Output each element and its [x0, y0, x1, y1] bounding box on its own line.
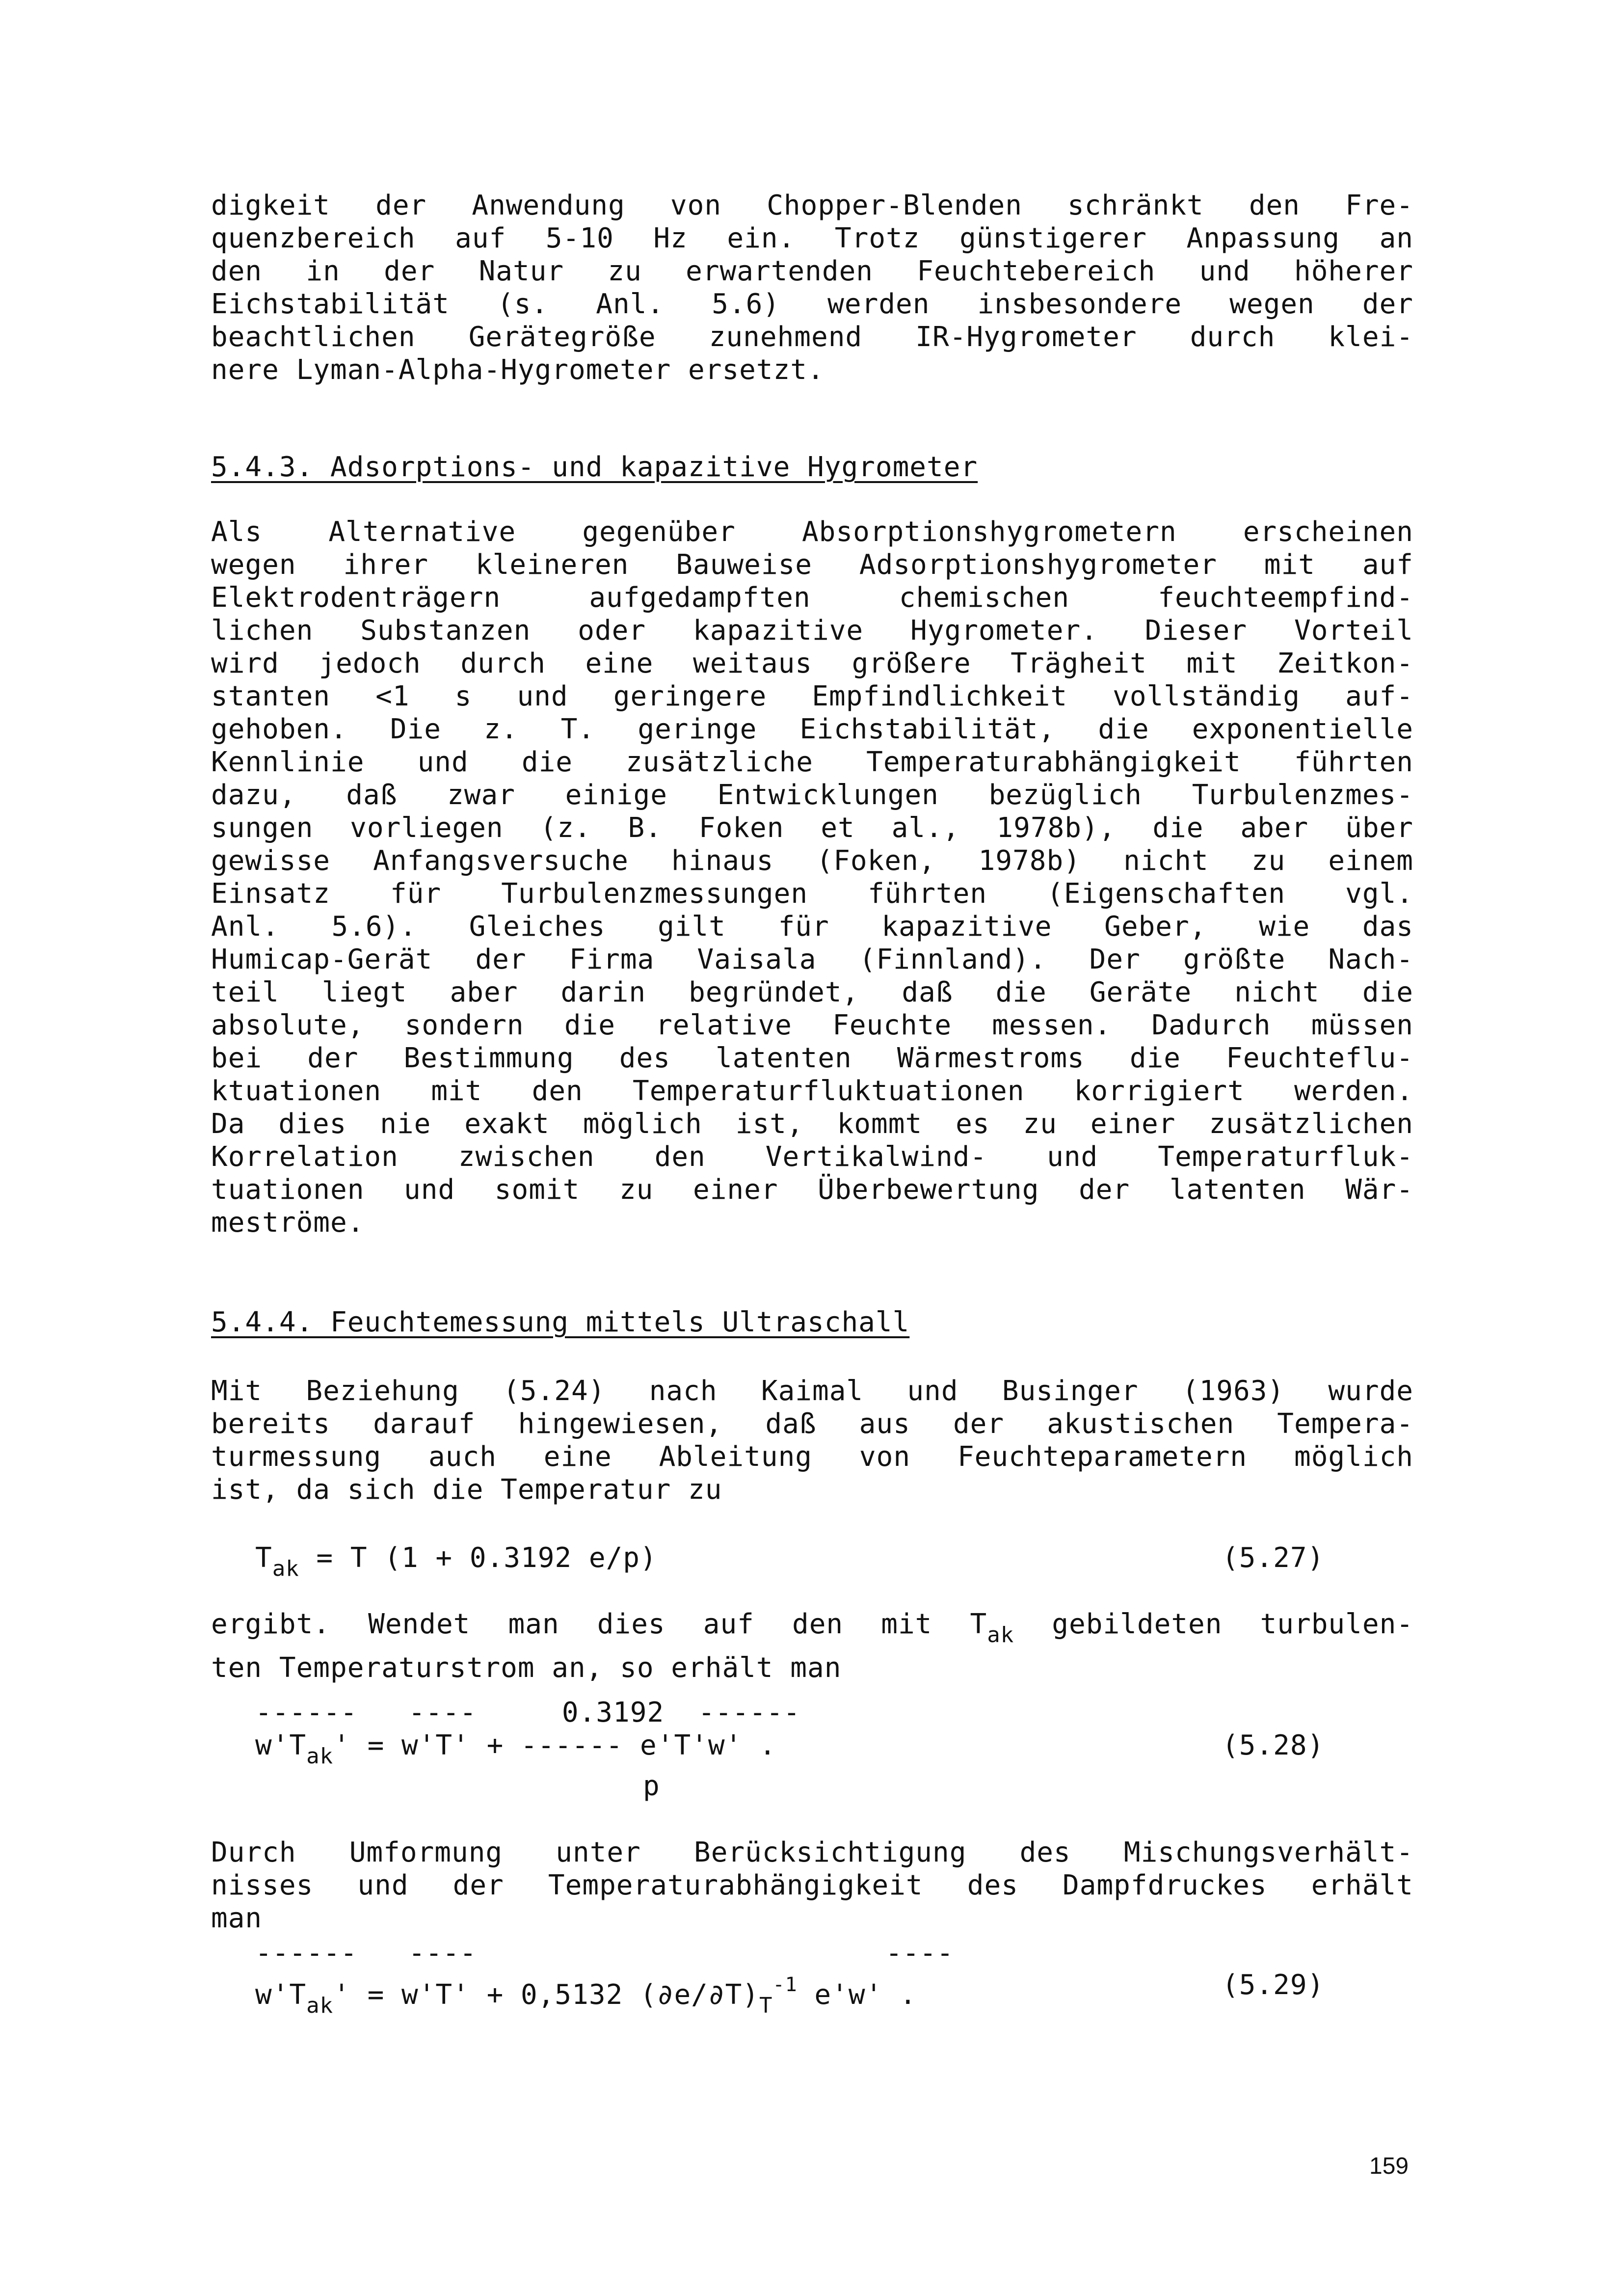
section-heading-544: 5.4.4. Feuchtemessung mittels Ultraschall [211, 1306, 910, 1338]
text-line: turmessung auch eine Ableitung von Feuchteparametern möglich [211, 1441, 1413, 1473]
text-line: meströme. [211, 1207, 365, 1239]
text-line: wegen ihrer kleineren Bauweise Adsorptionshygrometer mit auf [211, 549, 1413, 581]
page-number: 159 [1369, 2153, 1409, 2179]
text-line: Durch Umformung unter Berücksichtigung des Mischungsverhält- [211, 1837, 1413, 1868]
text-line: nere Lyman-Alpha-Hygrometer ersetzt. [211, 354, 825, 386]
text-line: Humicap-Gerät der Firma Vaisala (Finnland). Der größte Nach- [211, 944, 1413, 975]
section-543-paragraph [211, 515, 1413, 1239]
text-line: ergibt. Wendet man dies auf den mit $T_{ak}$ gebildeten turbulen- [211, 1608, 1414, 1648]
text-line: ktuationen mit den Temperaturfluktuationen korrigiert werden. [211, 1075, 1413, 1107]
text-line: man [211, 1902, 263, 1934]
equation-5-27 [255, 1541, 657, 1585]
text-line: wird jedoch durch eine weitaus größere Trägheit mit Zeitkon- [211, 648, 1413, 679]
text-line: teil liegt aber darin begründet, daß die Geräte nicht die [211, 976, 1413, 1008]
section-heading-543: 5.4.3. Adsorptions- und kapazitive Hygrometer [211, 451, 978, 483]
equation-5-28: $w'T_{ak}' = w'T'$ + ------ e'T'w' . [255, 1729, 776, 1769]
text-line: Eichstabilität (s. Anl. 5.6) werden insbesondere wegen der [211, 288, 1413, 320]
text-line: Anl. 5.6). Gleiches gilt für kapazitive Geber, wie das [211, 911, 1413, 943]
equation-5-29: $w'T_{ak}' = w'T' + 0,5132$ $(\partial e/\partial T)_T^{-1}$ e'w' . [255, 1973, 917, 2018]
text-line: Korrelation zwischen den Vertikalwind- und Temperaturfluk- [211, 1141, 1413, 1173]
text-line: gewisse Anfangsversuche hinaus (Foken, 1978b) nicht zu einem [211, 845, 1413, 877]
text-line: Da dies nie exakt möglich ist, kommt es zu einer zusätzlichen [211, 1108, 1413, 1140]
section-544-paragraph-2 [211, 1608, 1413, 1684]
text-line: lichen Substanzen oder kapazitive Hygrometer. Dieser Vorteil [211, 615, 1413, 647]
section-544-paragraph-1 [211, 1375, 1413, 1506]
text-line: Einsatz für Turbulenzmessungen führten (Eigenschaften vgl. [211, 878, 1413, 910]
text-line: bereits darauf hingewiesen, daß aus der akustischen Tempera- [211, 1408, 1413, 1440]
text-line: absolute, sondern die relative Feuchte messen. Dadurch müssen [211, 1009, 1413, 1041]
text-line: nisses und der Temperaturabhängigkeit des Dampfdruckes erhält [211, 1869, 1413, 1901]
text-line: gehoben. Die z. T. geringe Eichstabilität, die exponentielle [211, 713, 1413, 745]
text-line: ist, da sich die Temperatur zu [211, 1474, 722, 1506]
eq-527-lhs: T [255, 1542, 272, 1574]
equation-number-5-27: (5.27) [1222, 1542, 1325, 1574]
text-line: digkeit der Anwendung von Chopper-Blenden schränkt den Fre- [211, 189, 1413, 221]
equation-number-5-28: (5.28) [1222, 1729, 1325, 1761]
text-line: den in der Natur zu erwartenden Feuchtebereich und höherer [211, 255, 1413, 287]
equation-number-5-29: (5.29) [1222, 1969, 1325, 2001]
text-line: stanten <1 s und geringere Empfindlichkeit vollständig auf- [211, 680, 1413, 712]
eq-527-lhs-sub: ak [272, 1556, 299, 1581]
equation-5-28-top: ------ ---- 0.3192 ------ [255, 1697, 800, 1729]
section-544-paragraph-3 [211, 1836, 1413, 1935]
text-line: quenzbereich auf 5-10 Hz ein. Trotz günstigerer Anpassung an [211, 222, 1413, 254]
text-line: beachtlichen Gerätegröße zunehmend IR-Hygrometer durch klei- [211, 321, 1413, 353]
text-line: Mit Beziehung (5.24) nach Kaimal und Businger (1963) wurde [211, 1375, 1413, 1407]
text-line: Kennlinie und die zusätzliche Temperaturabhängigkeit führten [211, 746, 1413, 778]
text-line: bei der Bestimmung des latenten Wärmestroms die Feuchteflu- [211, 1042, 1413, 1074]
text-line: dazu, daß zwar einige Entwicklungen bezüglich Turbulenzmes- [211, 779, 1413, 811]
text-line: Elektrodenträgern aufgedampften chemischen feuchteempfind- [211, 582, 1413, 614]
text-line: tuationen und somit zu einer Überbewertung der latenten Wär- [211, 1174, 1413, 1206]
intro-paragraph [211, 189, 1413, 386]
text-line: ten Temperaturstrom an, so erhält man [211, 1652, 842, 1684]
text-line: Als Alternative gegenüber Absorptionshygrometern erscheinen [211, 516, 1413, 548]
eq-527-rhs: = T (1 + 0.3192 e/p) [299, 1542, 657, 1574]
equation-5-28-denominator: p [643, 1770, 660, 1802]
equation-5-29-top: ------ ---- ---- [255, 1937, 954, 1969]
text-line: sungen vorliegen (z. B. Foken et al., 1978b), die aber über [211, 812, 1413, 844]
